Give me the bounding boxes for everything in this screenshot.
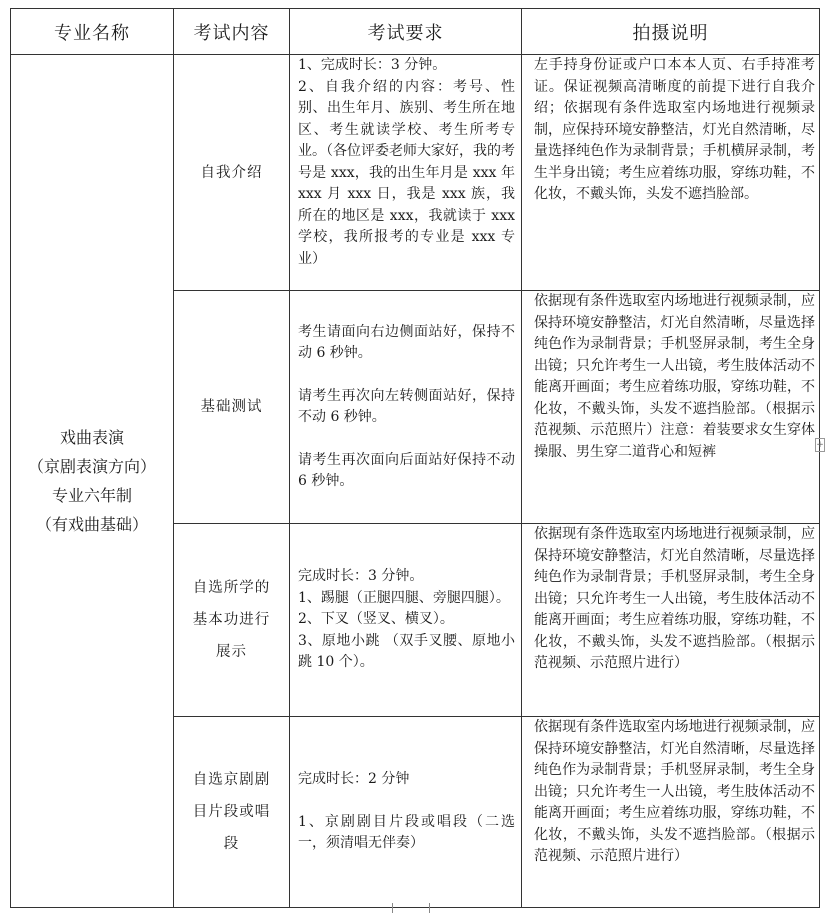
shooting-text: 依据现有条件选取室内场地进行视频录制，应保持环境安静整洁，灯光自然清晰，尽量选择纯色作为录制背景；手机竖屏录制，考生全身出镜；只允许考生一人出镜，考生肢体活动不能离开画面；考生应着练功服，穿练功鞋，不化妆，不戴头饰，头发不遮挡脸部。（根据示范视频、示范照片进行） [534, 719, 815, 864]
table-row [11, 55, 820, 291]
major-direction: （京剧表演方向） [27, 457, 156, 476]
content-label: 自选京剧剧 [192, 772, 271, 788]
header-major: 专业名称 [11, 9, 174, 55]
content-cell [174, 291, 290, 524]
content-label: 自选所学的 [192, 580, 271, 596]
major-duration: 专业六年制 [51, 486, 132, 505]
requirement-cell [290, 291, 522, 524]
header-shooting: 拍摄说明 [522, 9, 820, 55]
major-prerequisite: （有戏曲基础） [35, 515, 148, 534]
requirement-text: 请考生再次面向后面站好保持不动 6 秒钟。 [298, 451, 515, 489]
table-resize-handle[interactable]: + [816, 440, 824, 450]
requirement-cell [290, 524, 522, 717]
exam-requirements-table [10, 8, 820, 908]
requirement-text: 完成时长：3 分钟。 [298, 568, 424, 585]
requirement-text: 1、踢腿（正腿四腿、旁腿四腿）。 [298, 589, 510, 606]
requirement-text: 2、下叉（竖叉、横叉）。 [298, 611, 454, 628]
table-header-row [11, 9, 820, 55]
shooting-cell [522, 717, 820, 908]
requirement-text: 考生请面向右边侧面站好，保持不动 6 秒钟。 [298, 323, 515, 361]
requirement-cell [290, 55, 522, 291]
shooting-text: 左手持身份证或户口本本人页、右手持准考证。保证视频高清晰度的前提下进行自我介绍；依据现有条件选取室内场地进行视频录制，应保持环境安静整洁，灯光自然清晰，尽量选择纯色作为录制背景；手机横屏录制，考生半身出镜；考生应着练功服，穿练功鞋，不化妆，不戴头饰，头发不遮挡脸部。 [534, 57, 815, 202]
content-label: 目片段或唱 [192, 804, 271, 820]
content-cell [174, 524, 290, 717]
major-name-cell [11, 55, 174, 908]
header-content: 考试内容 [174, 9, 290, 55]
requirement-cell [290, 717, 522, 908]
content-label: 自我介绍 [200, 164, 263, 181]
requirement-text: 1、完成时长：3 分钟。 [298, 57, 447, 73]
content-label: 基本功进行 [192, 612, 271, 628]
requirement-text: 2、自我介绍的内容：考号、性别、出生年月、族别、考生所在地区、考生就读学校、考生所考专业。（各位评委老师大家好，我的考号是 xxx，我的出生年月是 xxx 年 xxx 月 xxx 日，我是 xxx 族，我所在的地区是 xxx，我就读于 xxx 学校，我所报考的专业是 xxx 专业） [298, 78, 515, 267]
page-footer-marker [392, 903, 430, 913]
header-requirement: 考试要求 [290, 9, 522, 55]
shooting-text: 依据现有条件选取室内场地进行视频录制，应保持环境安静整洁，灯光自然清晰，尽量选择纯色作为录制背景；手机竖屏录制，考生全身出镜；只允许考生一人出镜，考生肢体活动不能离开画面；考生应着练功服，穿练功鞋，不化妆，不戴头饰，头发不遮挡脸部。（根据示范视频、示范照片进行） [534, 526, 815, 671]
content-label: 基础测试 [200, 399, 263, 415]
content-cell [174, 717, 290, 908]
shooting-cell [522, 524, 820, 717]
major-name: 戏曲表演 [59, 428, 124, 447]
requirement-text: 完成时长：2 分钟 [298, 771, 410, 788]
content-label: 展示 [216, 644, 247, 660]
shooting-cell [522, 291, 820, 524]
requirement-text: 1、京剧剧目片段或唱段（二选一，须清唱无伴奏） [298, 813, 515, 852]
content-cell [174, 55, 290, 291]
shooting-text: 依据现有条件选取室内场地进行视频录制，应保持环境安静整洁，灯光自然清晰，尽量选择纯色作为录制背景；手机竖屏录制，考生全身出镜；只允许考生一人出镜，考生肢体活动不能离开画面；考生应着练功服，穿练功鞋，不化妆，不戴头饰，头发不遮挡脸部。（根据示范视频、示范照片）注意：着装要求女生穿体操服、男生穿二道背心和短裤 [534, 293, 815, 460]
content-label: 段 [223, 836, 240, 852]
requirement-text: 3、原地小跳 （双手叉腰、原地小跳 10 个）。 [298, 632, 515, 671]
requirement-text: 请考生再次向左转侧面站好，保持不动 6 秒钟。 [298, 387, 515, 425]
shooting-cell [522, 55, 820, 291]
